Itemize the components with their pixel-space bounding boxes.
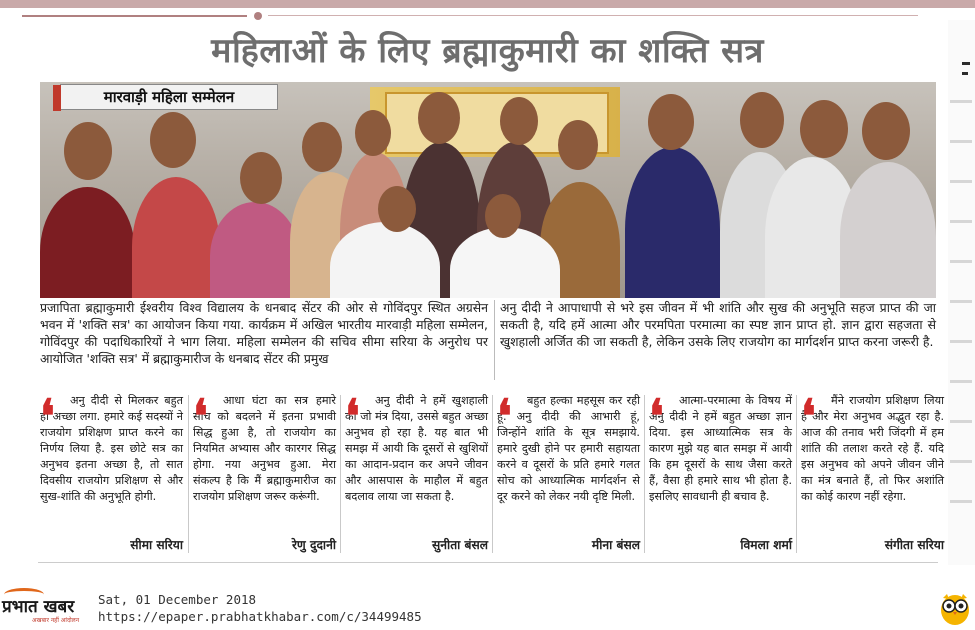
article-body-right: अनु दीदी ने आपाधापी से भरे इस जीवन में भी शांति और सुख की अनुभूति सहज प्राप्त की जा सकती है, यदि हमें आत्मा और परमपिता परमात्मा का स्पष्ट ज्ञान प्राप्त हो. ज्ञान द्वारा सहजता से खुशहाली अर्जित की जा सकती है, लेकिन उसके लिए राजयोग का मार्गदर्शन प्राप्त करना जरूरी है. [500, 300, 936, 349]
adjacent-text-fragment [950, 260, 972, 263]
photo-face [378, 186, 416, 232]
adjacent-text-fragment [950, 340, 972, 343]
photo-face [150, 112, 196, 168]
adjacent-text-fragment [950, 460, 972, 463]
publication-tagline: अखबार नहीं आंदोलन [32, 617, 80, 624]
quote-text: बहुत हल्का महसूस कर रही हूं. अनु दीदी की आभारी हूं, जिन्होंने शांति के सूत्र समझाये. हमारे दुखी होने पर हमारी सहायता करने व दूसरों के प्रति हमारे गलत सोच को आध्यात्मिक मार्गदर्शन से दूर करने को लेकर नयी दृष्टि मिली. [497, 394, 640, 503]
opening-quote-icon: ❛ [497, 389, 512, 443]
quote-box [497, 389, 640, 559]
photo-face [355, 110, 391, 156]
quote-author: सीमा सरिया [130, 538, 183, 552]
headline: महिलाओं के लिए ब्रह्माकुमारी का शक्ति सत्र [211, 31, 764, 71]
opening-quote-icon: ❛ [40, 389, 55, 443]
column-divider [494, 300, 495, 380]
quote-author: संगीता सरिया [884, 538, 944, 552]
adjacent-text-fragment [950, 380, 972, 383]
quote-text: मैंने राजयोग प्रशिक्षण लिया है और मेरा अनुभव अद्भुत रहा है. आज की तनाव भरी जिंदगी में हम शांति की तलाश करते रहे हैं. यदि इस अनुभव को अपने जीवन जीने का मंत्र बनाते हैं, तो फिर अशांति का कोई कारण नहीं रहेगा. [801, 394, 944, 503]
photo-face [418, 92, 460, 144]
quote-text: आत्मा-परमात्मा के विषय में अनु दीदी ने हमें बहुत अच्छा ज्ञान दिया. इस आध्यात्मिक सत्र के कारण मुझे यह बात समझ में आयी कि हम दूसरों के साथ जैसा करते हैं, वैसा ही हमारे साथ भी होता है. इसलिए सावधानी ही बचाव है. [649, 394, 792, 503]
photo-person [132, 177, 220, 298]
opening-quote-icon: ❛ [345, 389, 360, 443]
quote-author: विमला शर्मा [740, 538, 792, 552]
photo-face [800, 100, 848, 158]
quote-divider [644, 395, 645, 553]
quote-author: मीना बंसल [591, 538, 640, 552]
top-rule-dot [254, 12, 262, 20]
opening-quote-icon: ❛ [649, 389, 664, 443]
photo-caption: मारवाड़ी महिला सम्मेलन [60, 84, 278, 110]
photo-face [862, 102, 910, 160]
owl-mascot-icon[interactable] [938, 590, 972, 626]
photo-person [40, 187, 135, 298]
quote-author: सुनीता बंसल [432, 538, 488, 552]
photo-person [625, 147, 720, 298]
quote-divider [188, 395, 189, 553]
adjacent-text-fragment [950, 420, 972, 423]
adjacent-text-fragment [950, 300, 972, 303]
publication-logo: प्रभात खबर [2, 597, 75, 617]
quote-box [801, 389, 944, 559]
edition-date: Sat, 01 December 2018 [98, 592, 257, 607]
photo-face [302, 122, 342, 172]
quote-box [649, 389, 792, 559]
quote-box [345, 389, 488, 559]
quote-row [40, 389, 944, 563]
photo-face [648, 94, 694, 150]
opening-quote-icon: ❛ [193, 389, 208, 443]
photo-face [485, 194, 521, 238]
adjacent-text-fragment [950, 180, 972, 183]
photo-face [740, 92, 784, 148]
quote-text: अनु दीदी से मिलकर बहुत ही अच्छा लगा. हमारे कई सदस्यों ने राजयोग प्रशिक्षण प्राप्त करने का निर्णय लिया है. इस छोटे सत्र का अनुभव इतना अच्छा है, तो सात दिवसीय राजयोग प्रशिक्षण से और सुख-शांति की अनुभूति होगी. [40, 394, 183, 503]
adjacent-text-fragment [950, 140, 972, 143]
photo-person [210, 202, 300, 298]
quote-author: रेणु दुदानी [291, 538, 336, 552]
adjacent-text-fragment [950, 500, 972, 503]
top-rule [22, 15, 247, 17]
photo-face [558, 120, 598, 170]
adjacent-text-fragment [962, 72, 968, 75]
quote-divider [492, 395, 493, 553]
quote-box [193, 389, 336, 559]
epaper-url[interactable]: https://epaper.prabhatkhabar.com/c/34499485 [98, 609, 422, 624]
photo-face [64, 122, 112, 180]
top-stripe [0, 0, 975, 8]
quote-text: आधा घंटा का सत्र हमारे सोच को बदलने में इतना प्रभावी सिद्ध हुआ है, तो राजयोग का नियमित अभ्यास और कारगर सिद्ध होगा. नया अनुभव हुआ. मेरा संकल्प है कि मैं ब्रह्माकुमारीज का राजयोग प्रशिक्षण जरूर करूंगी. [193, 394, 336, 503]
photo-face [500, 97, 538, 145]
clipping-bottom-rule [38, 562, 938, 563]
photo-face [240, 152, 282, 204]
quote-box [40, 389, 183, 559]
adjacent-text-fragment [950, 220, 972, 223]
group-photo [40, 82, 936, 298]
top-rule-thin [268, 15, 918, 16]
opening-quote-icon: ❛ [801, 389, 816, 443]
quote-divider [340, 395, 341, 553]
adjacent-text-fragment [950, 100, 972, 103]
adjacent-text-fragment [962, 62, 970, 65]
quote-text: अनु दीदी ने हमें खुशहाली का जो मंत्र दिया, उससे बहुत अच्छा अनुभव हो रहा है. यह बात भी समझ में आयी कि दूसरों से खुशियों का आदान-प्रदान कर अपने जीवन और आसपास के माहौल में बहुत बदलाव लाया जा सकता है. [345, 394, 488, 503]
article-body-left: प्रजापिता ब्रह्माकुमारी ईश्वरीय विश्व विद्यालय के धनबाद सेंटर की ओर से गोविंदपुर स्थित अग्रसेन भवन में 'शक्ति सत्र' का आयोजन किया गया. कार्यक्रम में अखिल भारतीय मारवाड़ी महिला सम्मेलन, गोविंदपुर की पदाधिकारियों ने भाग लिया. महिला सम्मेलन की सचिव सीमा सरिया के अनुरोध पर आयोजित 'शक्ति सत्र' में ब्रह्माकुमारीज के धनबाद सेंटर की प्रमुख [40, 300, 488, 366]
photo-person [840, 162, 936, 298]
quote-divider [796, 395, 797, 553]
